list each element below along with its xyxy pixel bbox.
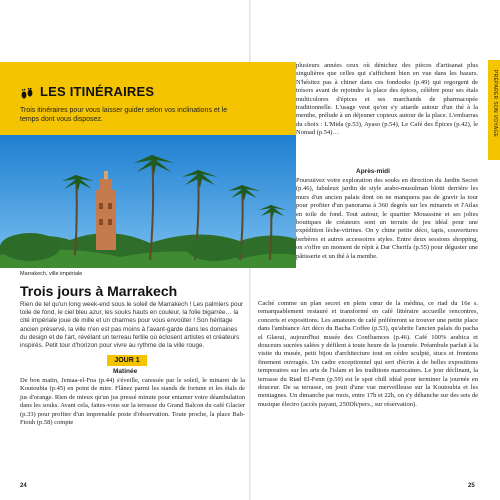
footprints-icon bbox=[20, 88, 34, 100]
marrakech-illustration bbox=[0, 135, 296, 268]
page-number-left: 24 bbox=[20, 483, 27, 489]
afternoon-heading: Après-midi bbox=[356, 168, 390, 175]
section-intro: Trois itinéraires pour vous laisser guider selon vos inclinations et le temps dont vous disposez. bbox=[20, 107, 228, 123]
photo-caption: Marrakech, ville impériale bbox=[20, 271, 83, 277]
morning-text: De bon matin, Jemaa-el-Fna (p.44) s'éveille, caressée par le soleil, le minaret de la Koutoubia (p.45) en point de mire. Flânez parmi les stands de fortune et les étals de jus d'orange. Rien de mieux qu'un jus pressé minute pour entamer votre déambulation dans les souks. Avant cela, faites-vous sur la terrasse du Grand Balcon du café Glacier (p.33) pour profiter d'un imprenable poste d'observation. Toute proche, la place Bab-Ftouh (p.58) compte bbox=[20, 377, 245, 427]
right-column-body: Caché comme un plan secret en plein cœur de la médina, ce riad du 16e s. remarquablement restauré et transformé en café littéraire accueille rencontres, concerts et expositions. Les amateurs de café préféreront se trouver une petite place dans l'ambiance Art déco du Bacha Coffee (p.53), qu'abrite l'ancien palais du pacha el Glaoui, aujourd'hui musée des Confluences (p.46). Café 100% arabica et douceurs sucrées salées y défilent à toute heure de la journée. Préambule parfait à la visite du musée, petit bijou d'architecture tout en cèdre sculpté, stucs et frontons finement ouvragés. Un cadre exceptionnel qui sert d'écrin à de belles expositions temporaires sur les arts de l'islam et les traditions marocaines. Le jour déclinant, la terrasse du Riad El-Fenn (p.59) est le spot chill idéal pour terminer la journée en douceur. De sa terrasse, on jouit d'une vue merveilleuse sur la Koutoubia et les montagnes. Un dimanche par mois, entre 17h et 22h, on s'y déhanche sur des sets de musique électro (accès payant, 250Dh/pers., sur réservation). bbox=[258, 300, 478, 408]
article-title: Trois jours à Marrakech bbox=[20, 283, 178, 299]
right-column-intro: plusieurs années ceux où dénichez des pièces d'artisanat plus singulières que celles qui s'affichent bien en vue dans les bazars. N'hésitez pas à chiner dans ces fondouks (p.49) qui regorgent de trésors avant de rejoindre la place des épices, célèbre pour ses étals multicolores d'épices et ses marchands de pharmacopée traditionnelle. L'usage veut qu'on s'y attarde autour d'un thé à la menthe, prélude à un déjeuner copieux autour de la place. L'embarras du choix : L'Mida (p.53), Ayaso (p.54), Le Café des Épices (p.42), le Nomad (p.54)… bbox=[296, 62, 478, 137]
afternoon-text: Poursuivez votre exploration des souks en direction du Jardin Secret (p.46), fabuleux jardin de style arabo-musulman blotti derrière les murs d'un ancien palais dont on ne manquera pas de gravir la tour pour profiter d'un panorama à 360 degrés sur les minarets et l'Atlas en toile de fond. Tout autour, le quartier Mouassine et ses jolies boutiques de créateurs sont un terrain de jeu idéal pour une expédition lèche-vitrines. On y chine petite déco, tapis, couvertures berbères et autres accessoires styles. Entre deux sessions shopping, on s'offre un moment de répit à Dar Cherifa (p.55) pour déguster une pâtisserie et un thé à la menthe. bbox=[296, 177, 478, 260]
article-lead: Rien de tel qu'un long week-end sous le soleil de Marrakech ! Les palmiers pour toile de fond, le ciel bleu azur, les souks hauts en couleur, la folie bigarrée… la cité impériale joue de mille et un charmes pour vous envoûter ! Son héritage ancien préservé, la ville n'en est pas moins à l'avant-garde dans les domaines du design et de l'art, révélant un terreau fertile où éclosent artistes et créateurs inspirés. Petit tour d'horizon pour vivre au rythme de la ville rouge. bbox=[20, 301, 244, 350]
day-badge: JOUR 1 bbox=[107, 355, 147, 366]
section-title: LES ITINÉRAIRES bbox=[40, 84, 155, 99]
marrakech-photo bbox=[0, 135, 296, 268]
page-number-right: 25 bbox=[468, 483, 475, 489]
side-tab-label: PRÉPARER SON VOYAGE bbox=[492, 70, 498, 138]
section-banner-extension bbox=[250, 62, 296, 135]
morning-heading: Matinée bbox=[113, 368, 138, 375]
